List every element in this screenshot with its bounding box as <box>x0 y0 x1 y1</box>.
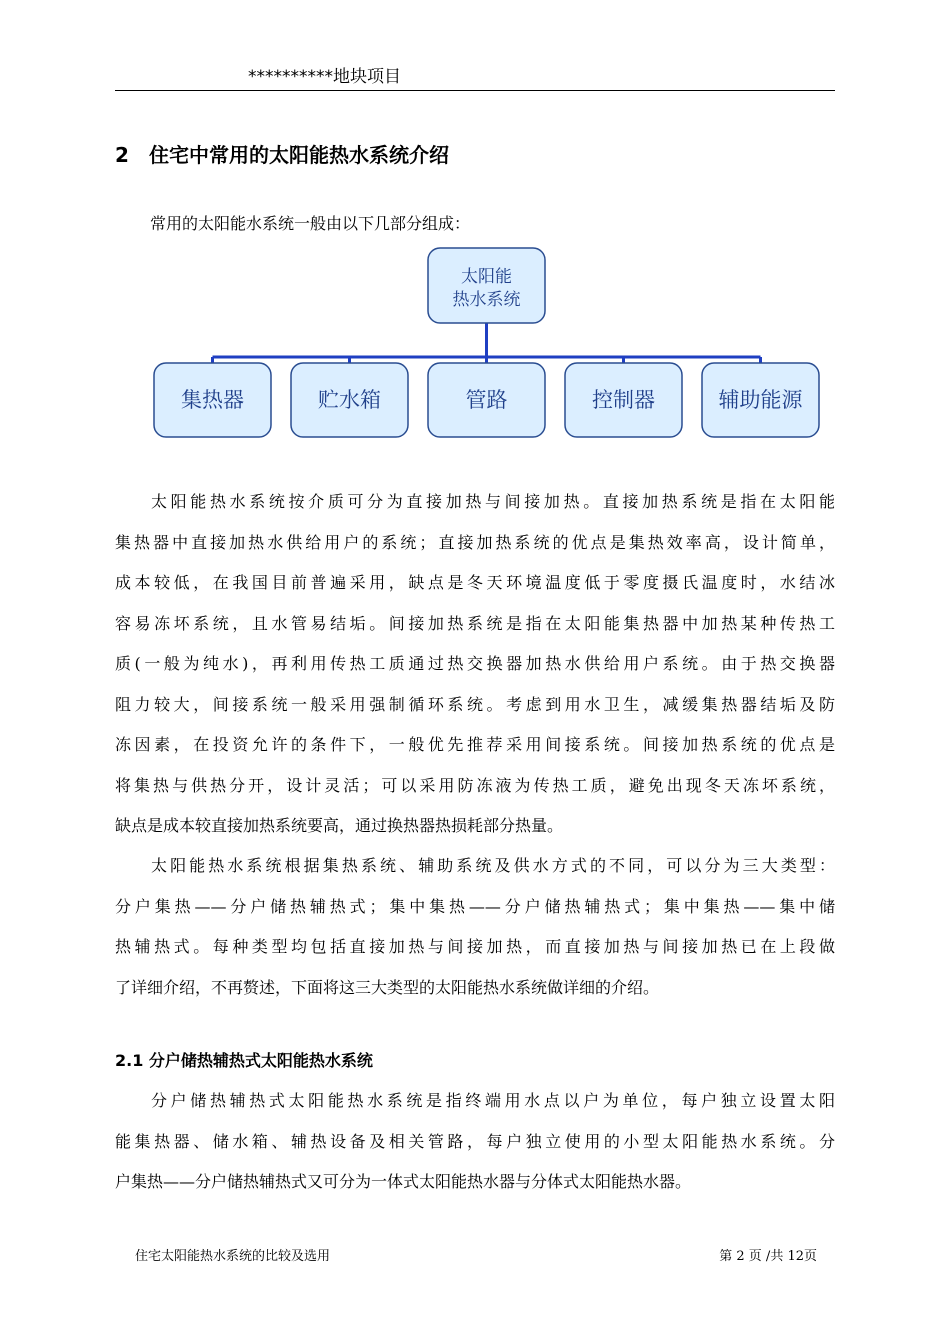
diagram-child-label: 控制器 <box>592 388 655 412</box>
paragraph-line: 太阳能热水系统根据集热系统、辅助系统及供水方式的不同，可以分为三大类型： <box>151 856 835 875</box>
paragraph-household-system <box>115 1081 835 1203</box>
footer-document-title: 住宅太阳能热水系统的比较及选用 <box>135 1249 331 1264</box>
paragraph-line: 能集热器、储水箱、辅热设备及相关管路，每户独立使用的小型太阳能热水系统。分 <box>115 1131 835 1151</box>
diagram-child-node <box>565 363 682 437</box>
paragraph-heating-methods <box>115 482 835 847</box>
paragraph-line: 户集热——分户储热辅热式又可分为一体式太阳能热水器与分体式太阳能热水器。 <box>115 1172 692 1191</box>
paragraph-line: 了详细介绍，不再赘述，下面将这三大类型的太阳能热水系统做详细的介绍。 <box>115 977 660 997</box>
diagram-child-label: 贮水箱 <box>318 388 381 412</box>
diagram-child-nodes <box>154 363 819 437</box>
diagram-child-label: 集热器 <box>181 388 244 412</box>
diagram-child-node <box>154 363 271 437</box>
paragraph-line: 阻力较大，间接系统一般采用强制循环系统。考虑到用水卫生，减缓集热器结垢及防 <box>115 694 835 714</box>
diagram-root-label-line2: 热水系统 <box>452 290 521 310</box>
diagram-child-node <box>291 363 408 437</box>
system-components-diagram <box>0 0 950 460</box>
paragraph-line: 热辅热式。每种类型均包括直接加热与间接加热，而直接加热与间接加热已在上段做 <box>115 937 835 956</box>
paragraph-line: 分户储热辅热式太阳能热水系统是指终端用水点以户为单位，每户独立设置太阳 <box>151 1091 835 1110</box>
diagram-root-node <box>428 248 545 323</box>
paragraph-line: 分户集热——分户储热辅热式；集中集热——分户储热辅热式；集中集热——集中储 <box>115 896 835 916</box>
paragraph-line: 质(一般为纯水)，再利用传热工质通过热交换器加热水供给用户系统。由于热交换器 <box>115 654 835 673</box>
footer-page-number: 第 2 页 /共 12页 <box>719 1249 817 1264</box>
paragraph-line: 将集热与供热分开，设计灵活；可以采用防冻液为传热工质，避免出现冬天冻坏系统， <box>115 775 835 795</box>
paragraph-line: 冻因素，在投资允许的条件下，一般优先推荐采用间接系统。间接加热系统的优点是 <box>115 735 835 754</box>
diagram-child-node <box>428 363 545 437</box>
diagram-child-label: 辅助能源 <box>718 388 803 412</box>
diagram-root-label-line1: 太阳能 <box>461 267 512 287</box>
diagram-connectors <box>213 323 761 363</box>
section-intro: 常用的太阳能水系统一般由以下几部分组成： <box>150 214 471 233</box>
paragraph-line: 太阳能热水系统按介质可分为直接加热与间接加热。直接加热系统是指在太阳能 <box>151 492 835 511</box>
header-project-title: **********地块项目 <box>248 67 401 87</box>
paragraph-system-types <box>115 846 835 1008</box>
subsection-title: 2.1 分户储热辅热式太阳能热水系统 <box>115 1051 373 1070</box>
diagram-child-label: 管路 <box>465 388 508 412</box>
paragraph-line: 成本较低，在我国目前普遍采用，缺点是冬天环境温度低于零度摄氏温度时，水结冰 <box>115 573 835 592</box>
section-number: 2 <box>115 143 129 167</box>
paragraph-line: 缺点是成本较直接加热系统要高，通过换热器热损耗部分热量。 <box>115 816 564 835</box>
paragraph-line: 容易冻坏系统，且水管易结垢。间接加热系统是指在太阳能集热器中加热某种传热工 <box>115 613 835 633</box>
diagram-child-node <box>702 363 819 437</box>
paragraph-line: 集热器中直接加热水供给用户的系统；直接加热系统的优点是集热效率高，设计简单， <box>115 532 835 552</box>
section-title-text: 住宅中常用的太阳能热水系统介绍 <box>149 143 449 167</box>
